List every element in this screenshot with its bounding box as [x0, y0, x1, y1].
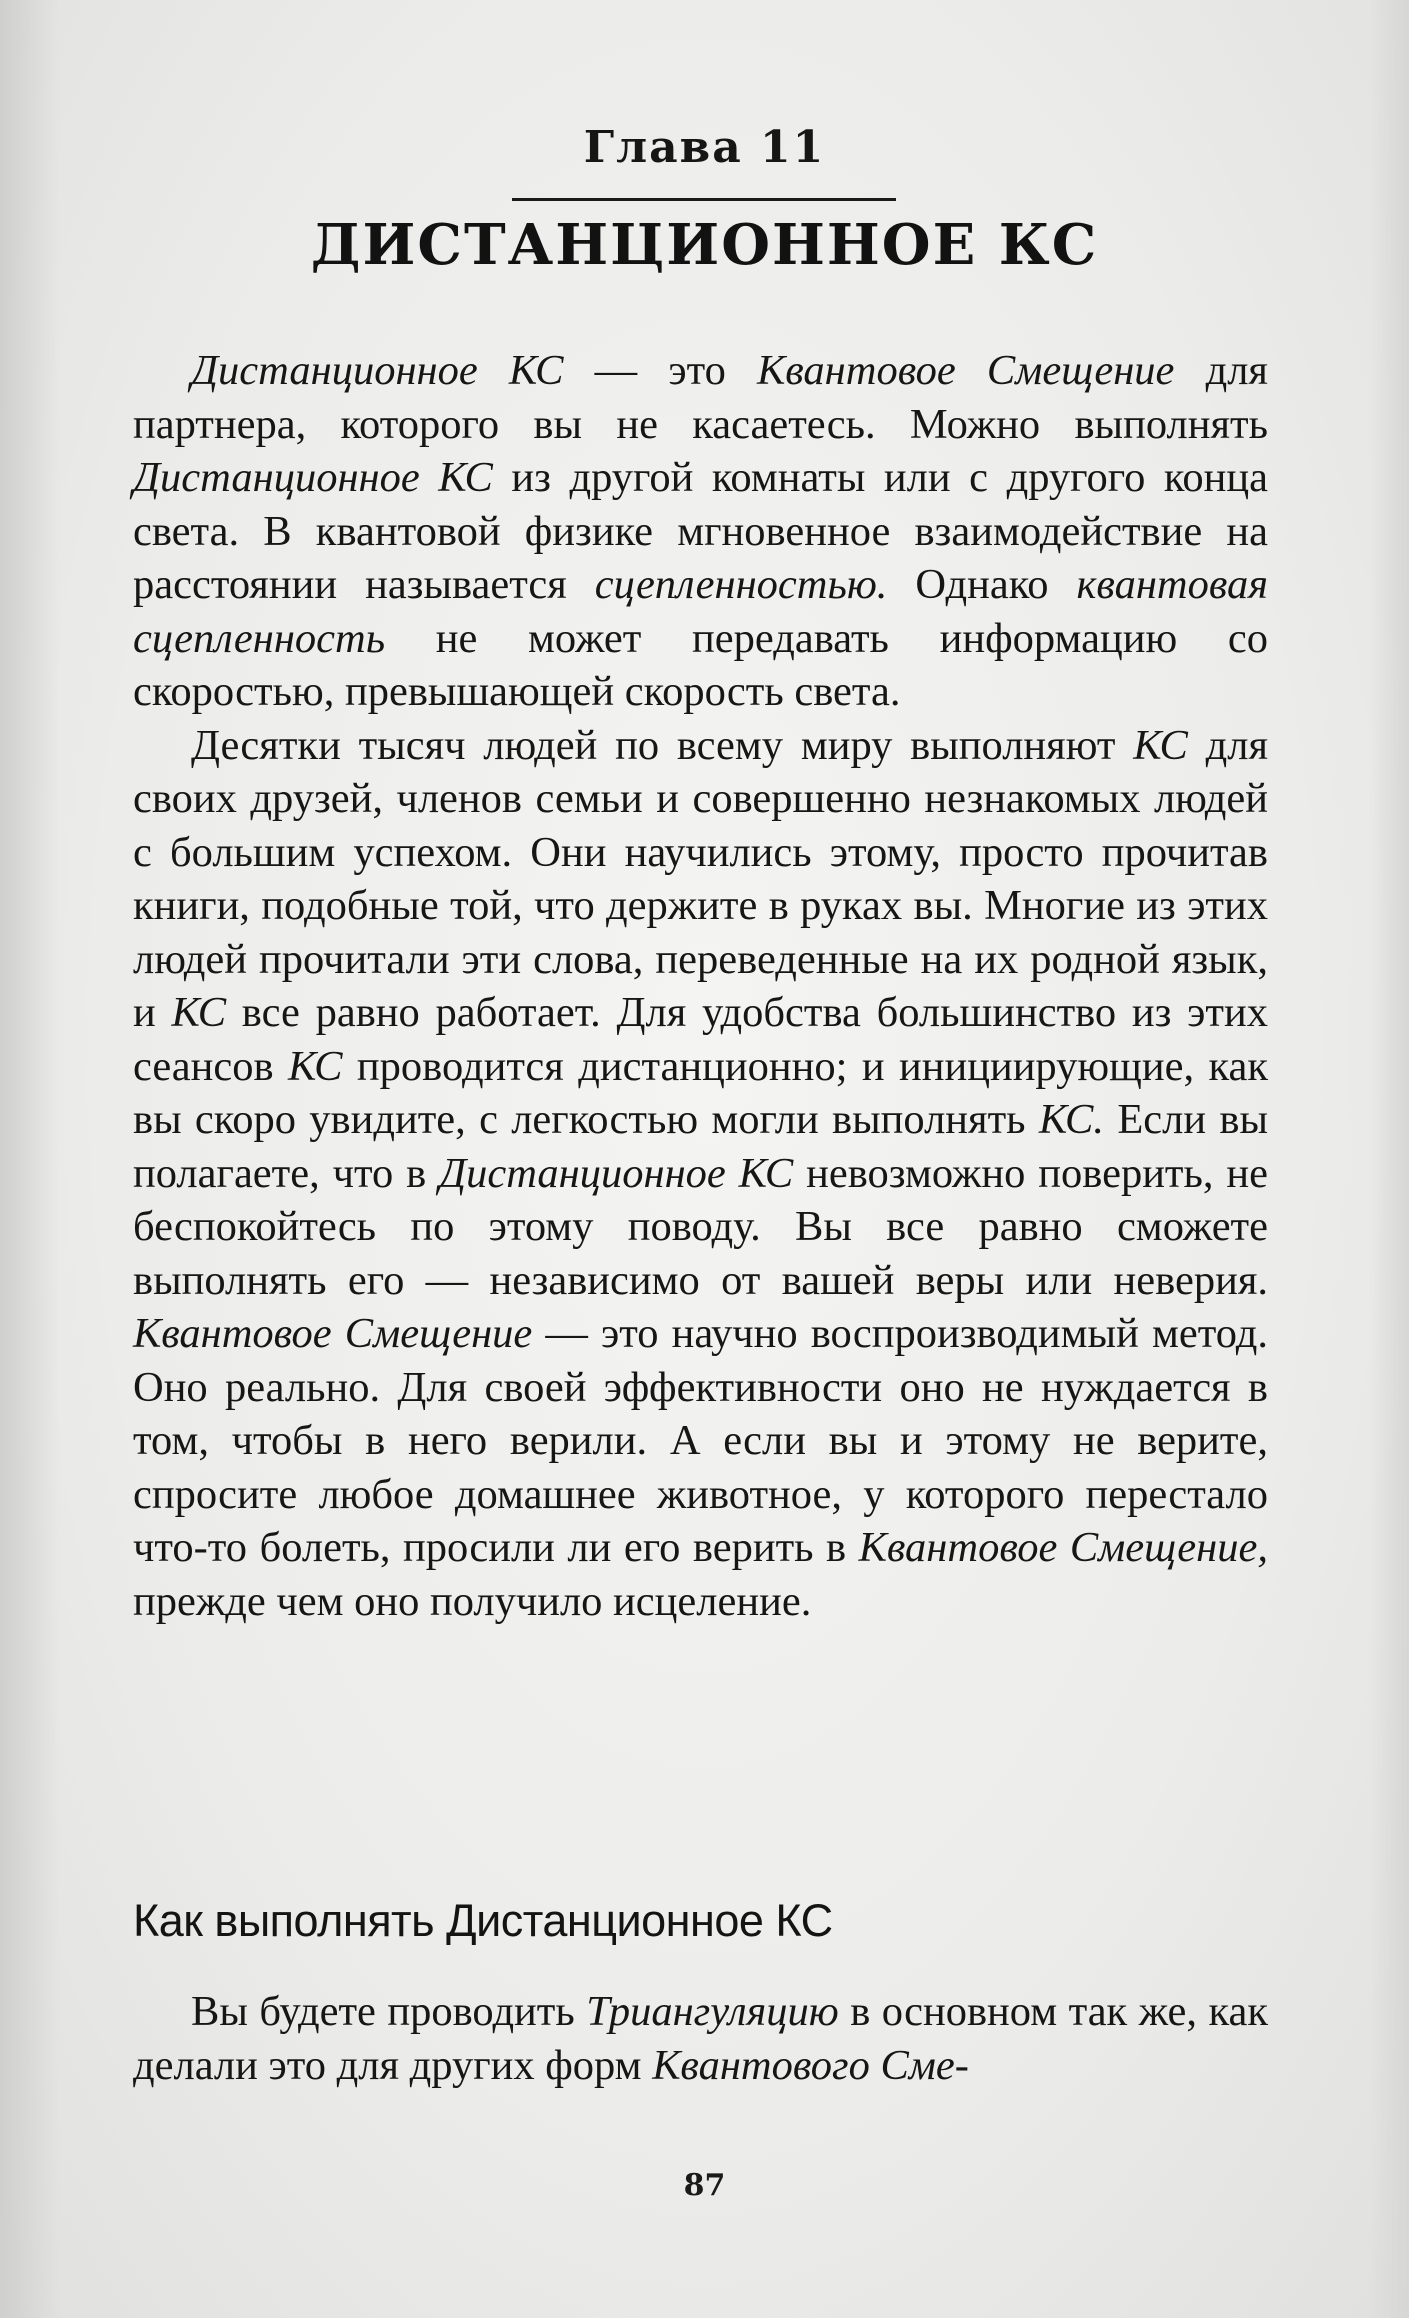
text-run: Десятки тысяч людей по всему миру выполняют [191, 721, 1134, 769]
chapter-body [133, 344, 1268, 1628]
italic-text-run: сцепленностью. [594, 561, 888, 608]
text-run: из другой комнаты или с другого конца света. В квантовой физике мгновенное взаимодействие на расстоянии называется [133, 454, 1269, 608]
chapter-label: Глава 11 [583, 122, 826, 173]
italic-text-run: Квантовое Смещение [757, 347, 1175, 394]
paragraph [133, 344, 1268, 719]
text-run: для партнера, которого вы не касаетесь. Можно выполнять [133, 347, 1268, 448]
italic-text-run: Дистанционное КС [439, 1149, 794, 1197]
italic-text-run: КС. [1038, 1096, 1105, 1143]
text-run: все равно работает. Для удобства большинство из этих сеансов [133, 989, 1268, 1090]
italic-text-run: Квантового Сме- [652, 2041, 969, 2089]
text-run: для своих друзей, членов семьи и совершенно незнакомых людей с большим успехом. Они научились этому, просто прочитав книги, подобные той, что держите в руках вы. Многие из этих людей прочитали эти слова, переведенные на их родной язык, и [133, 721, 1268, 1036]
chapter-divider [512, 198, 896, 201]
italic-text-run: Квантовое Смещение [133, 1310, 533, 1357]
text-run: Однако [887, 561, 1077, 608]
italic-text-run: квантовая сцепленность [133, 561, 1269, 662]
text-run: Вы будете проводить [191, 1988, 587, 2035]
section-body [133, 1985, 1268, 2092]
section-heading: Как выполнять Дистанционное КС [133, 1895, 833, 1946]
text-run: Если вы полагаете, что в [133, 1096, 1268, 1197]
italic-text-run: КС [1133, 721, 1188, 769]
text-run: — это [563, 347, 758, 394]
text-run: не может передавать информацию со скоростью, превышающей скорость света. [133, 614, 1268, 715]
italic-text-run: КС [171, 989, 227, 1036]
italic-text-run: Дистанционное КС [133, 454, 493, 501]
italic-text-run: КС [287, 1042, 343, 1090]
italic-text-run: Дистанционное КС [191, 347, 564, 394]
chapter-title: ДИСТАНЦИОННОЕ КС [310, 212, 1099, 278]
text-run: — это научно воспроизводимый метод. Оно реально. Для своей эффективности оно не нуждается в том, чтобы в него верили. А если вы и этому не верите, спросите любое домашнее животное, у которого перестало что-то болеть, просили ли его верить в [133, 1310, 1268, 1571]
text-run: в основном так же, как делали это для других форм [133, 1988, 1268, 2089]
text-run: прежде чем оно получило исцеление. [133, 1577, 812, 1625]
italic-text-run: Квантовое Смещение, [858, 1524, 1268, 1571]
paragraph [133, 1985, 1268, 2092]
text-run: проводится дистанционно; и инициирующие, как вы скоро увидите, с легкостью могли выполнять [133, 1042, 1268, 1143]
italic-text-run: Триангуляцию [586, 1988, 839, 2035]
paragraph [133, 719, 1268, 1629]
text-run: невозможно поверить, не беспокойтесь по этому поводу. Вы все равно сможете выполнять его — независимо от вашей веры или неверия. [133, 1149, 1268, 1304]
page-number: 87 [683, 2168, 726, 2203]
